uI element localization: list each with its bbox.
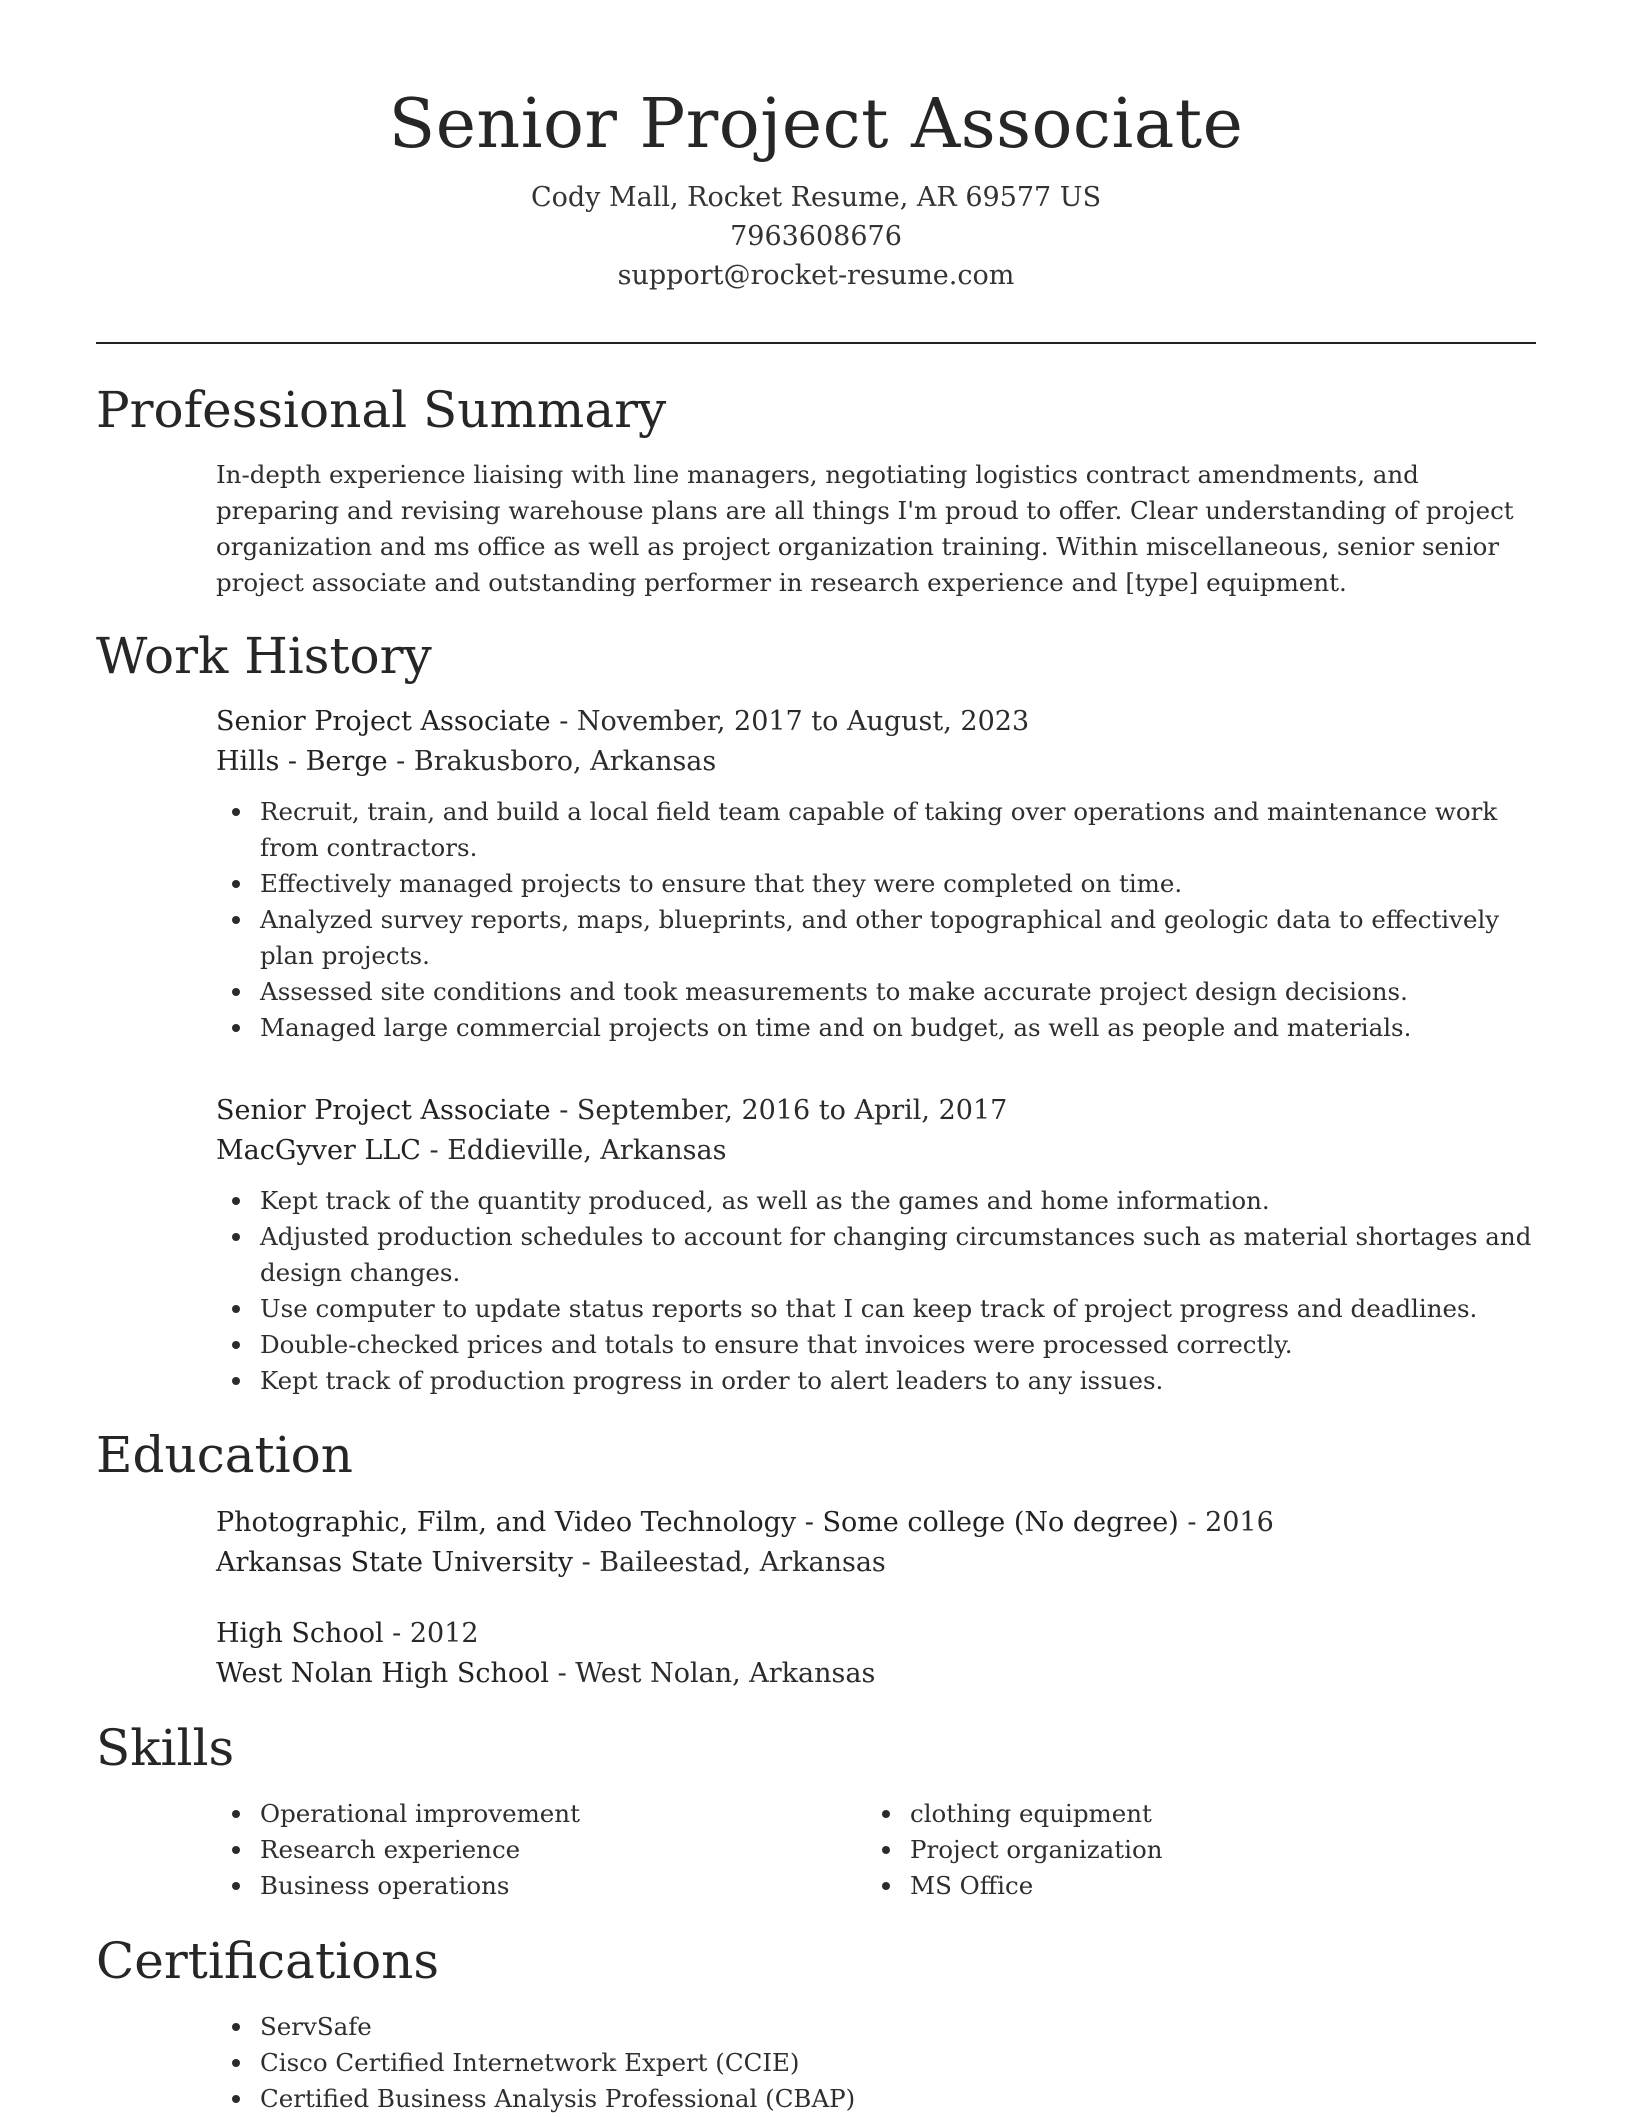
certification-item: Certified Business Analysis Professional (CBAP) bbox=[260, 2081, 1536, 2117]
work-history-heading: Work History bbox=[96, 627, 432, 685]
candidate-name: Senior Project Associate bbox=[388, 85, 1244, 164]
skills-list bbox=[216, 1796, 866, 1904]
job-company: MacGyver LLC bbox=[216, 1135, 421, 1166]
certification-item: ServSafe bbox=[260, 2009, 1536, 2045]
education-year: - 2012 bbox=[383, 1618, 479, 1649]
job-company-line bbox=[216, 742, 1536, 782]
skill-item: Research experience bbox=[260, 1832, 866, 1868]
education-degree-line bbox=[216, 1614, 1536, 1654]
summary-section bbox=[216, 457, 1536, 601]
job-bullet: Kept track of production progress in order to alert leaders to any issues. bbox=[260, 1363, 1536, 1399]
job-bullet: Analyzed survey reports, maps, blueprints, and other topographical and geologic data to effectively plan projects. bbox=[260, 902, 1536, 974]
skills-column-left bbox=[216, 1796, 866, 1904]
education-degree-line bbox=[216, 1503, 1536, 1543]
summary-heading: Professional Summary bbox=[96, 381, 667, 439]
job-location: - Brakusboro, Arkansas bbox=[387, 746, 717, 777]
education-school-line bbox=[216, 1654, 1536, 1694]
job-company: Hills - Berge bbox=[216, 746, 388, 777]
job-title-line bbox=[216, 1091, 1536, 1131]
certification-item: Cisco Certified Internetwork Expert (CCIE) bbox=[260, 2045, 1536, 2081]
skill-item: MS Office bbox=[910, 1868, 1516, 1904]
job-company-line bbox=[216, 1131, 1536, 1171]
skill-item: Operational improvement bbox=[260, 1796, 866, 1832]
job-dates: - November, 2017 to August, 2023 bbox=[550, 706, 1030, 737]
education-school: Arkansas State University bbox=[216, 1547, 574, 1578]
job-bullet: Recruit, train, and build a local field team capable of taking over operations and maintenance work from contractors. bbox=[260, 794, 1536, 866]
skills-column-right bbox=[866, 1796, 1516, 1904]
job-bullet: Kept track of the quantity produced, as well as the games and home information. bbox=[260, 1183, 1536, 1219]
job-dates: - September, 2016 to April, 2017 bbox=[550, 1095, 1008, 1126]
education-year: - 2016 bbox=[1178, 1507, 1274, 1538]
skill-item: Project organization bbox=[910, 1832, 1516, 1868]
certifications-section bbox=[216, 2009, 1536, 2117]
phone: 7963608676 bbox=[730, 221, 902, 252]
education-entry bbox=[216, 1503, 1536, 1583]
education-degree: High School bbox=[216, 1618, 384, 1649]
education-entry bbox=[216, 1614, 1536, 1694]
job-entry bbox=[216, 1091, 1536, 1399]
job-bullets bbox=[216, 1183, 1536, 1399]
education-school: West Nolan High School bbox=[216, 1658, 549, 1689]
education-degree: Photographic, Film, and Video Technology - Some college (No degree) bbox=[216, 1507, 1179, 1538]
certifications-list bbox=[216, 2009, 1536, 2117]
skills-list bbox=[866, 1796, 1516, 1904]
contact-block bbox=[96, 178, 1536, 295]
skill-item: Business operations bbox=[260, 1868, 866, 1904]
skill-item: clothing equipment bbox=[910, 1796, 1516, 1832]
job-role: Senior Project Associate bbox=[216, 706, 551, 737]
job-title-line bbox=[216, 702, 1536, 742]
job-entry bbox=[216, 702, 1536, 1046]
job-location: - Eddieville, Arkansas bbox=[420, 1135, 727, 1166]
job-bullet: Use computer to update status reports so that I can keep track of project progress and deadlines. bbox=[260, 1291, 1536, 1327]
job-bullets bbox=[216, 794, 1536, 1046]
job-bullet: Adjusted production schedules to account for changing circumstances such as material shortages and design changes. bbox=[260, 1219, 1536, 1291]
certifications-heading: Certifications bbox=[96, 1932, 440, 1990]
skills-grid bbox=[216, 1796, 1536, 1904]
job-bullet: Assessed site conditions and took measurements to make accurate project design decisions. bbox=[260, 974, 1536, 1010]
skills-section bbox=[216, 1796, 1536, 1904]
education-location: - West Nolan, Arkansas bbox=[549, 1658, 876, 1689]
header-divider bbox=[96, 342, 1536, 344]
resume-header bbox=[96, 80, 1536, 295]
skills-heading: Skills bbox=[96, 1719, 235, 1777]
education-heading: Education bbox=[96, 1426, 353, 1484]
email: support@rocket-resume.com bbox=[617, 260, 1015, 291]
job-role: Senior Project Associate bbox=[216, 1095, 551, 1126]
address: Cody Mall, Rocket Resume, AR 69577 US bbox=[530, 182, 1102, 213]
job-bullet: Double-checked prices and totals to ensure that invoices were processed correctly. bbox=[260, 1327, 1536, 1363]
summary-text: In-depth experience liaising with line managers, negotiating logistics contract amendments, and preparing and revising warehouse plans are all things I'm proud to offer. Clear understanding of project organization and ms office as well as project organization training. Within miscellaneous, senior senior project associate and outstanding performer in research experience and [type] equipment. bbox=[216, 460, 1514, 597]
education-school-line bbox=[216, 1543, 1536, 1583]
job-bullet: Managed large commercial projects on time and on budget, as well as people and materials. bbox=[260, 1010, 1536, 1046]
education-location: - Baileestad, Arkansas bbox=[573, 1547, 886, 1578]
job-bullet: Effectively managed projects to ensure that they were completed on time. bbox=[260, 866, 1536, 902]
